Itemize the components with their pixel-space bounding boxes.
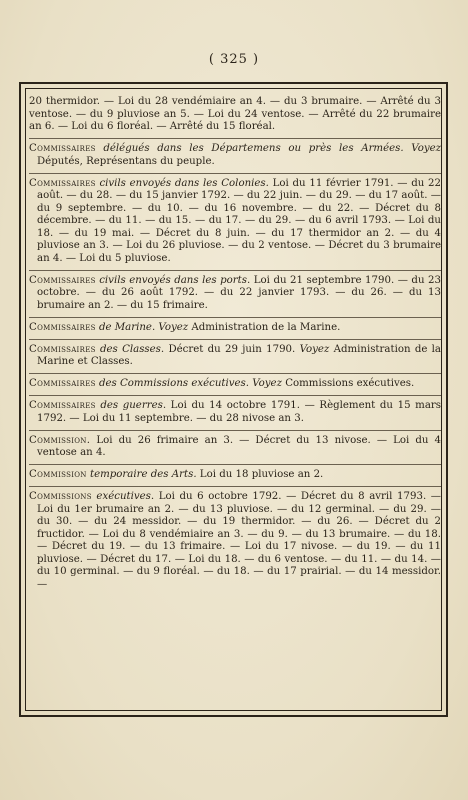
entry-headword: Commissaires xyxy=(29,378,96,389)
entry-text: Loi du 6 octobre 1792. — Décret du 8 avril 1793. — Loi du 1er brumaire an 2. — du 13 pluviose. — du 12 germinal. — du 29. — du 30. — du 24 messidor. — du 19 thermidor. — du 26. — Décret du 2 fructidor. — Loi du 8 vendémiaire an 3. — du 9. — du 13 brumaire. — du 18. — Décret du 19. — du 13 frimaire. — Loi du 17 nivose. — du 19. — du 11 pluviose. — Décret du 17. — Loi du 18. — du 6 ventose. — du 11. — du 14. — du 10 germinal. — du 9 floréal. — du 18. — du 17 prairial. — du 14 messidor. — xyxy=(37,491,441,590)
entry-italic-text: temporaire des Arts. xyxy=(86,469,197,480)
entry-headword: Commissaires xyxy=(29,343,96,355)
index-entry-commissaires-colonies xyxy=(29,178,441,266)
entry-headword: Commission. xyxy=(29,434,91,446)
entry-separator xyxy=(29,430,441,431)
entry-separator xyxy=(29,138,441,139)
index-content xyxy=(29,96,441,596)
entry-headword: Commissions xyxy=(29,491,92,502)
entry-text: Loi du 11 février 1791. — du 22 août. — du 28. — du 15 janvier 1792. — du 22 juin. — du 29. — du 17 août. — du 9 septembre. — du 10. — du 16 novembre. — du 22. — Décret du 8 décembre. — du 11. — du 15. — du 17. — du 29. — du 6 avril 1793. — Loi du 18. — du 19 mai. — Décret du 8 juin. — du 17 thermidor an 2. — du 4 pluviose an 3. — Loi du 26 pluviose. — du 2 ventose. — Décret du 3 brumaire an 4. — Loi du 5 pluviose. xyxy=(37,177,441,264)
entry-separator xyxy=(29,395,441,396)
entry-text: 20 thermidor. — Loi du 28 vendémiaire an 4. — du 3 brumaire. — Arrêté du 3 ventose. — du 9 pluviose an 5. — Loi du 24 ventose. — Arrêté du 22 brumaire an 6. — Loi du 6 floréal. — Arrêté du 15 floréal. xyxy=(29,96,441,132)
entry-headword: Commission xyxy=(29,469,87,480)
entry-separator xyxy=(29,486,441,487)
entry-italic-text: des Commissions exécutives. Voyez xyxy=(95,378,282,389)
entry-text: Décret du 29 juin 1790. xyxy=(164,343,296,355)
index-entry-commissaires-classes xyxy=(29,344,441,369)
entry-separator xyxy=(29,373,441,374)
entry-italic-text: des guerres. xyxy=(95,400,167,411)
entry-italic-text: délégués dans les Départemens ou près les Armées. Voyez xyxy=(95,143,441,154)
entry-headword: Commissaires xyxy=(29,177,96,189)
index-entry-commission-temporaire xyxy=(29,469,441,482)
entry-text: Députés, Représentans du peuple. xyxy=(37,155,215,167)
entry-headword: Commissaires xyxy=(29,400,96,411)
entry-text: Administration de la Marine et Classes. xyxy=(37,343,441,367)
entry-italic-text: civils envoyés dans les ports. xyxy=(95,274,251,286)
index-entry-commissaires-marine xyxy=(29,322,441,335)
index-entry-continuation xyxy=(29,96,441,134)
entry-headword: Commissaires xyxy=(29,321,96,333)
entry-italic-text: des Classes. xyxy=(95,343,165,355)
entry-italic-text: Voyez xyxy=(295,343,330,355)
index-entry-commissaires-delegues xyxy=(29,143,441,168)
entry-headword: Commissaires xyxy=(29,274,96,286)
entry-headword: Commissaires xyxy=(29,143,96,154)
entry-separator xyxy=(29,173,441,174)
index-entry-commissions-executives xyxy=(29,491,441,591)
index-entry-commissaires-ports xyxy=(29,275,441,313)
entry-text: Loi du 14 octobre 1791. — Règlement du 15 mars 1792. — Loi du 11 septembre. — du 28 nivose an 3. xyxy=(37,400,441,424)
entry-italic-text: exécutives. xyxy=(91,491,155,502)
index-entry-commissaires-guerres xyxy=(29,400,441,425)
page-number: ( 325 ) xyxy=(208,52,260,67)
index-entry-commission xyxy=(29,435,441,460)
index-entry-commissaires-commissions xyxy=(29,378,441,391)
entry-text: Administration de la Marine. xyxy=(188,321,341,333)
entry-italic-text: de Marine. Voyez xyxy=(95,321,189,333)
entry-separator xyxy=(29,270,441,271)
entry-text: Loi du 26 frimaire an 3. — Décret du 13 nivose. — Loi du 4 ventose an 4. xyxy=(37,434,441,458)
entry-italic-text: civils envoyés dans les Colonies. xyxy=(95,177,269,189)
entry-separator xyxy=(29,339,441,340)
entry-text: Loi du 18 pluviose an 2. xyxy=(196,469,324,480)
entry-text: Commissions exécutives. xyxy=(281,378,415,389)
entry-text: Loi du 21 septembre 1790. — du 23 octobre. — du 26 août 1792. — du 22 janvier 1793. — du 26. — du 13 brumaire an 2. — du 15 frimaire. xyxy=(37,274,441,311)
entry-separator xyxy=(29,464,441,465)
entry-separator xyxy=(29,317,441,318)
